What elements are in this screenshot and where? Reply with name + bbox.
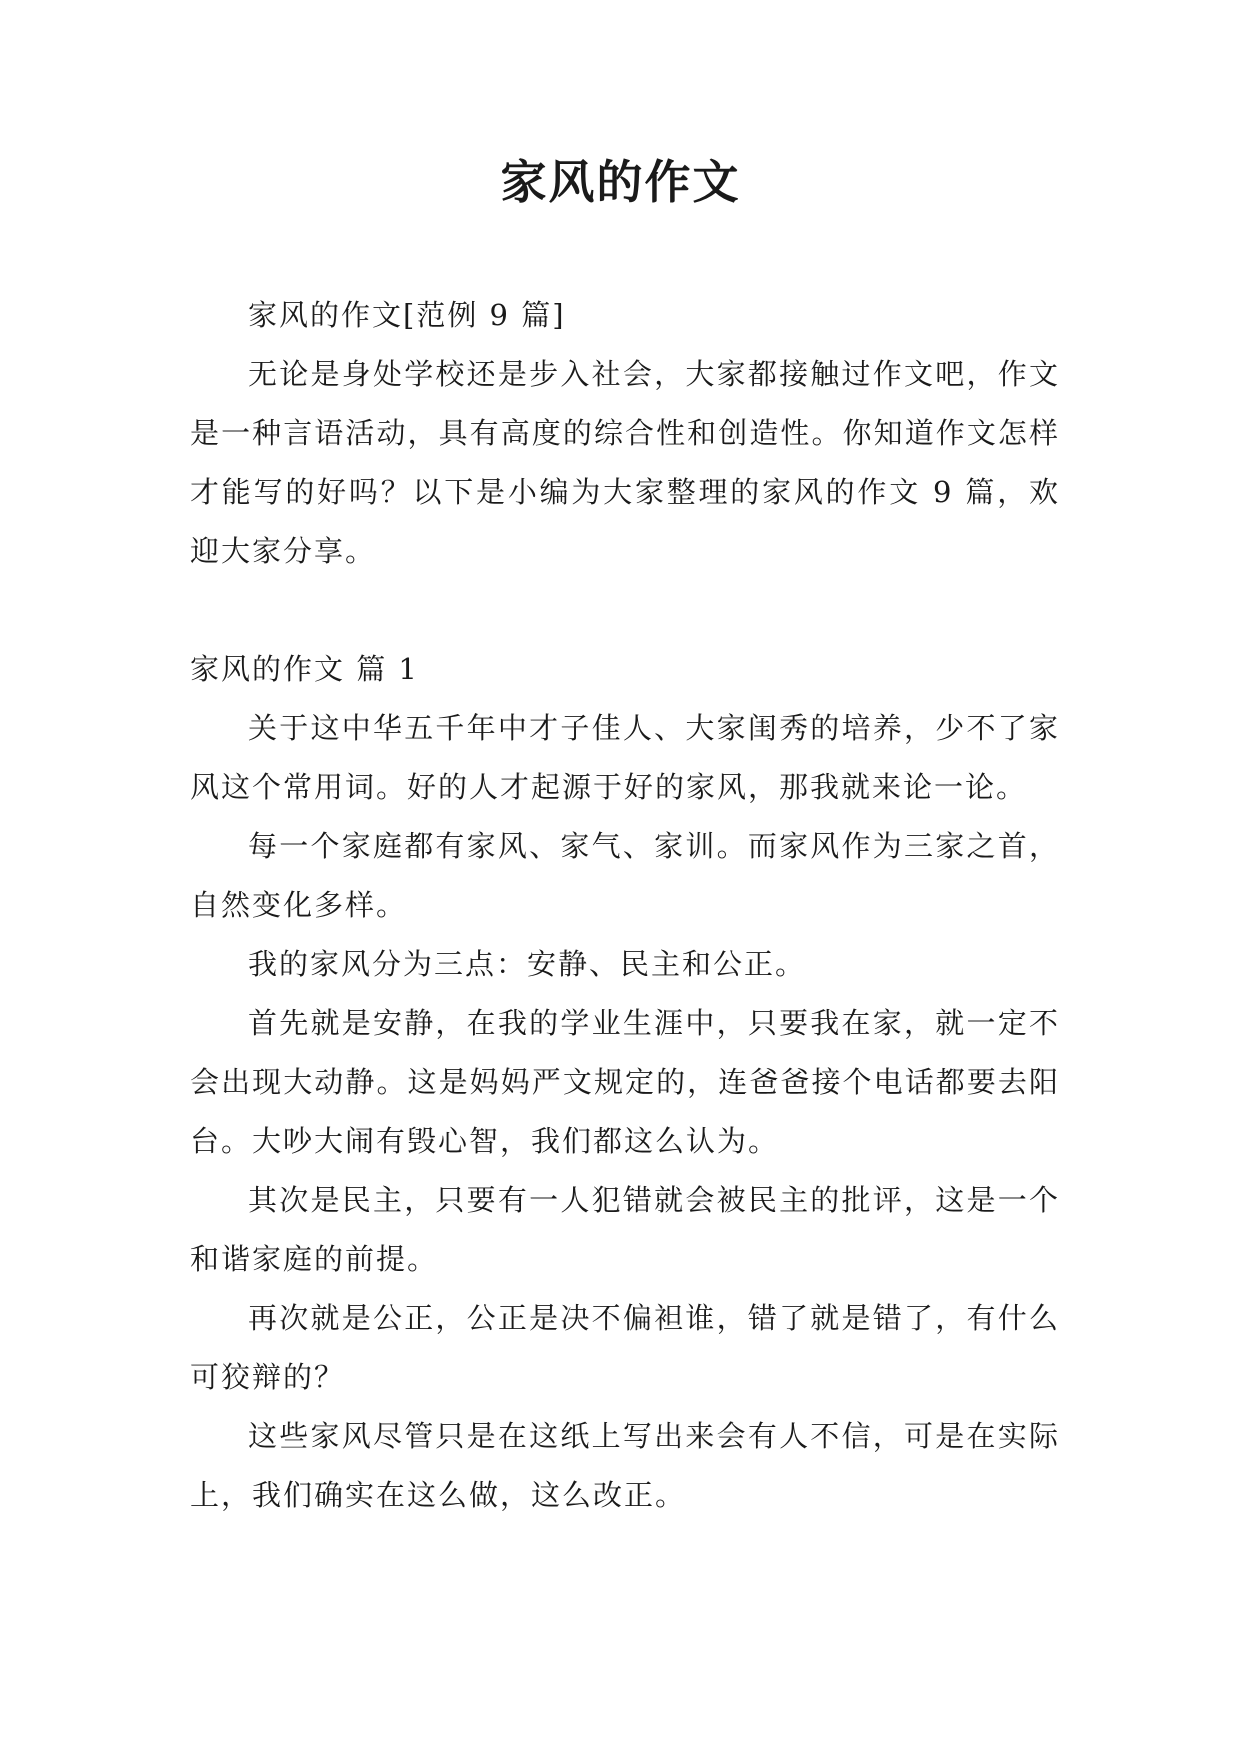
paragraph: 再次就是公正，公正是决不偏袒谁，错了就是错了，有什么可狡辩的？ xyxy=(190,1301,1060,1394)
document-body xyxy=(190,286,1060,1525)
paragraph: 这些家风尽管只是在这纸上写出来会有人不信，可是在实际上，我们确实在这么做，这么改正。 xyxy=(190,1419,1060,1512)
paragraph: 每一个家庭都有家风、家气、家训。而家风作为三家之首，自然变化多样。 xyxy=(190,829,1060,922)
paragraph: 关于这中华五千年中才子佳人、大家闺秀的培养，少不了家风这个常用词。好的人才起源于好的家风，那我就来论一论。 xyxy=(190,711,1060,804)
document-subtitle: 家风的作文[范例 9 篇] xyxy=(248,298,566,332)
intro-paragraph: 无论是身处学校还是步入社会，大家都接触过作文吧，作文是一种言语活动，具有高度的综合性和创造性。你知道作文怎样才能写的好吗？以下是小编为大家整理的家风的作文 9 篇，欢迎大家分享。 xyxy=(190,357,1060,568)
paragraph: 我的家风分为三点：安静、民主和公正。 xyxy=(248,947,807,981)
paragraph: 首先就是安静，在我的学业生涯中，只要我在家，就一定不会出现大动静。这是妈妈严文规定的，连爸爸接个电话都要去阳台。大吵大闹有毁心智，我们都这么认为。 xyxy=(190,1006,1060,1158)
section-heading: 家风的作文 篇 1 xyxy=(190,652,419,686)
paragraph: 其次是民主，只要有一人犯错就会被民主的批评，这是一个和谐家庭的前提。 xyxy=(190,1183,1060,1276)
page-title: 家风的作文 xyxy=(500,155,741,209)
